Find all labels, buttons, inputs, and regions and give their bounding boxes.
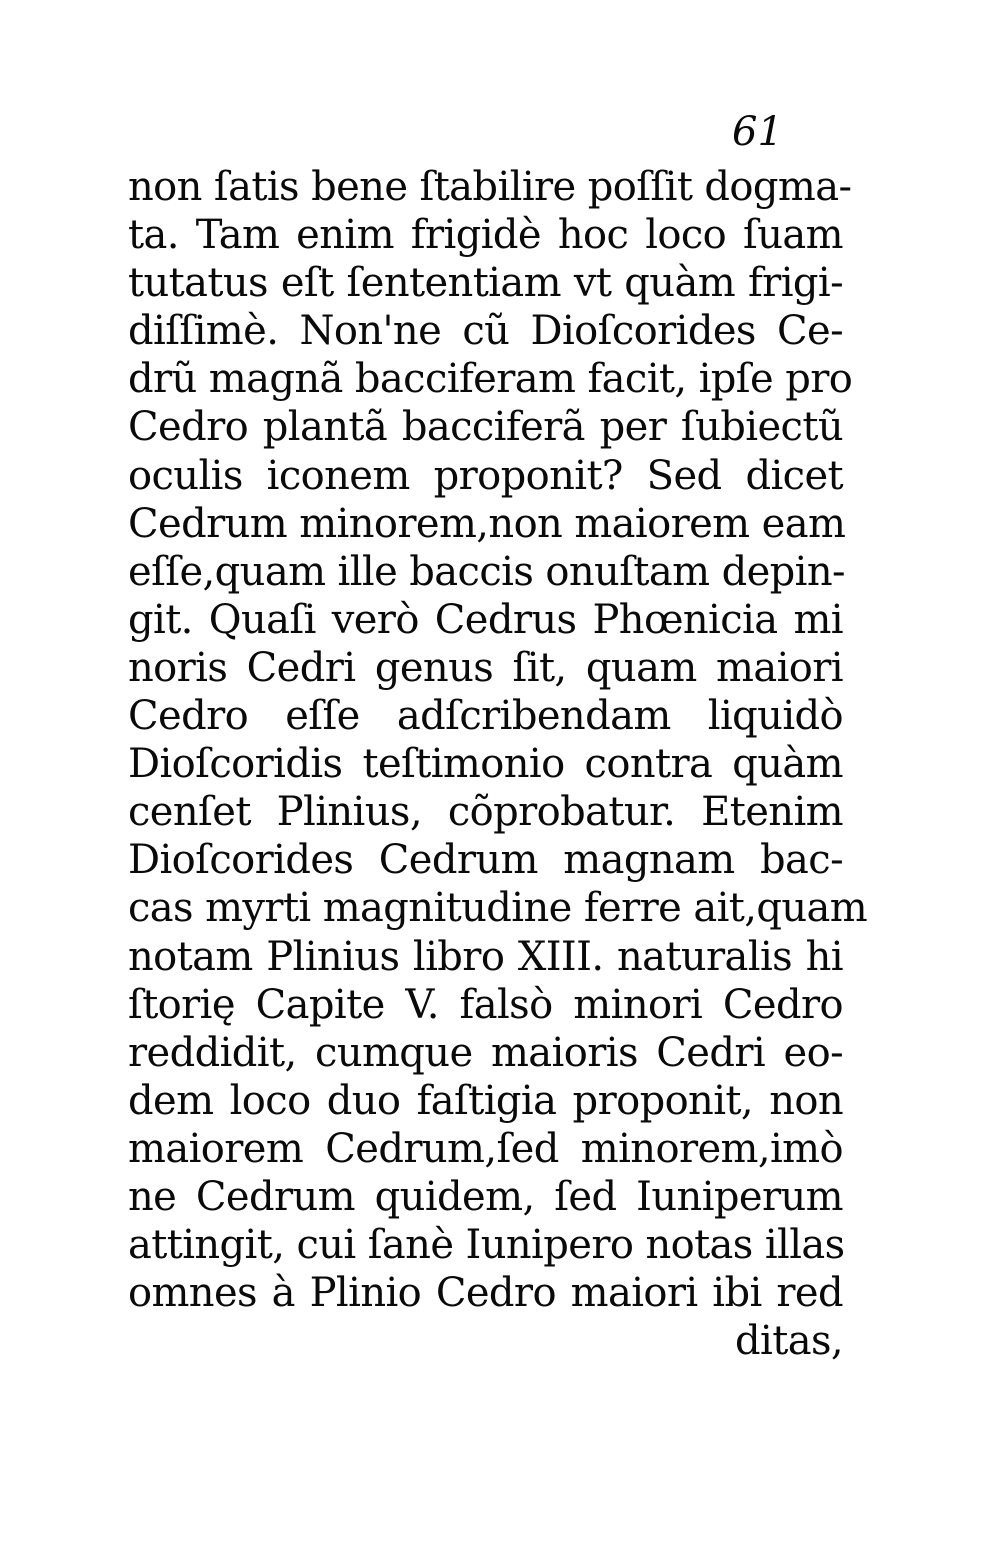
text-line-16: cas myrti magnitudine ferre ait,quam	[128, 885, 868, 932]
text-line-25: ditas,	[735, 1318, 843, 1365]
text-line-12: Cedro eſſe adſcribendam liquidò	[128, 693, 843, 740]
text-line-19: reddidit, cumque maioris Cedri eo-	[128, 1029, 843, 1076]
page-number: 61	[732, 109, 783, 155]
text-line-20: dem loco duo faſtigia proponit, non	[128, 1077, 843, 1124]
text-line-2: ta. Tam enim frigidè hoc loco ſuam	[128, 212, 843, 259]
text-line-14: cenſet Plinius, cõprobatur. Etenim	[128, 789, 843, 836]
text-line-6: Cedro plantã bacciferã per ſubiectũ	[128, 404, 843, 451]
text-line-4: diſſimè. Non'ne cũ Dioſcorides Ce-	[128, 308, 843, 355]
text-line-5: drũ magnã bacciferam facit, ipſe pro	[128, 356, 853, 403]
text-line-13: Dioſcoridis teſtimonio contra quàm	[128, 741, 843, 788]
text-line-3: tutatus eſt ſententiam vt quàm frigi-	[128, 260, 843, 307]
text-line-9: eſſe,quam ille baccis onuſtam depin-	[128, 548, 845, 595]
text-block	[128, 163, 868, 1365]
text-line-11: noris Cedri genus ſit, quam maiori	[128, 644, 843, 691]
text-line-1: non ſatis bene ſtabilire poſſit dogma-	[128, 164, 852, 210]
text-line-24: omnes à Plinio Cedro maiori ibi red	[128, 1270, 843, 1317]
text-line-10: git. Quaſi verò Cedrus Phœnicia mi	[128, 596, 843, 643]
text-line-15: Dioſcorides Cedrum magnam bac-	[128, 837, 843, 884]
text-line-21: maiorem Cedrum,ſed minorem,imò	[128, 1125, 843, 1172]
text-line-22: ne Cedrum quidem, ſed Iuniperum	[128, 1173, 843, 1220]
text-line-17: notam Plinius libro XIII. naturalis hi	[128, 933, 843, 980]
text-line-18: ſtorię Capite V. falsò minori Cedro	[128, 981, 843, 1028]
text-line-8: Cedrum minorem,non maiorem eam	[128, 500, 846, 547]
text-line-7: oculis iconem proponit? Sed dicet	[128, 452, 843, 499]
text-line-23: attingit, cui ſanè Iunipero notas illas	[128, 1222, 845, 1269]
